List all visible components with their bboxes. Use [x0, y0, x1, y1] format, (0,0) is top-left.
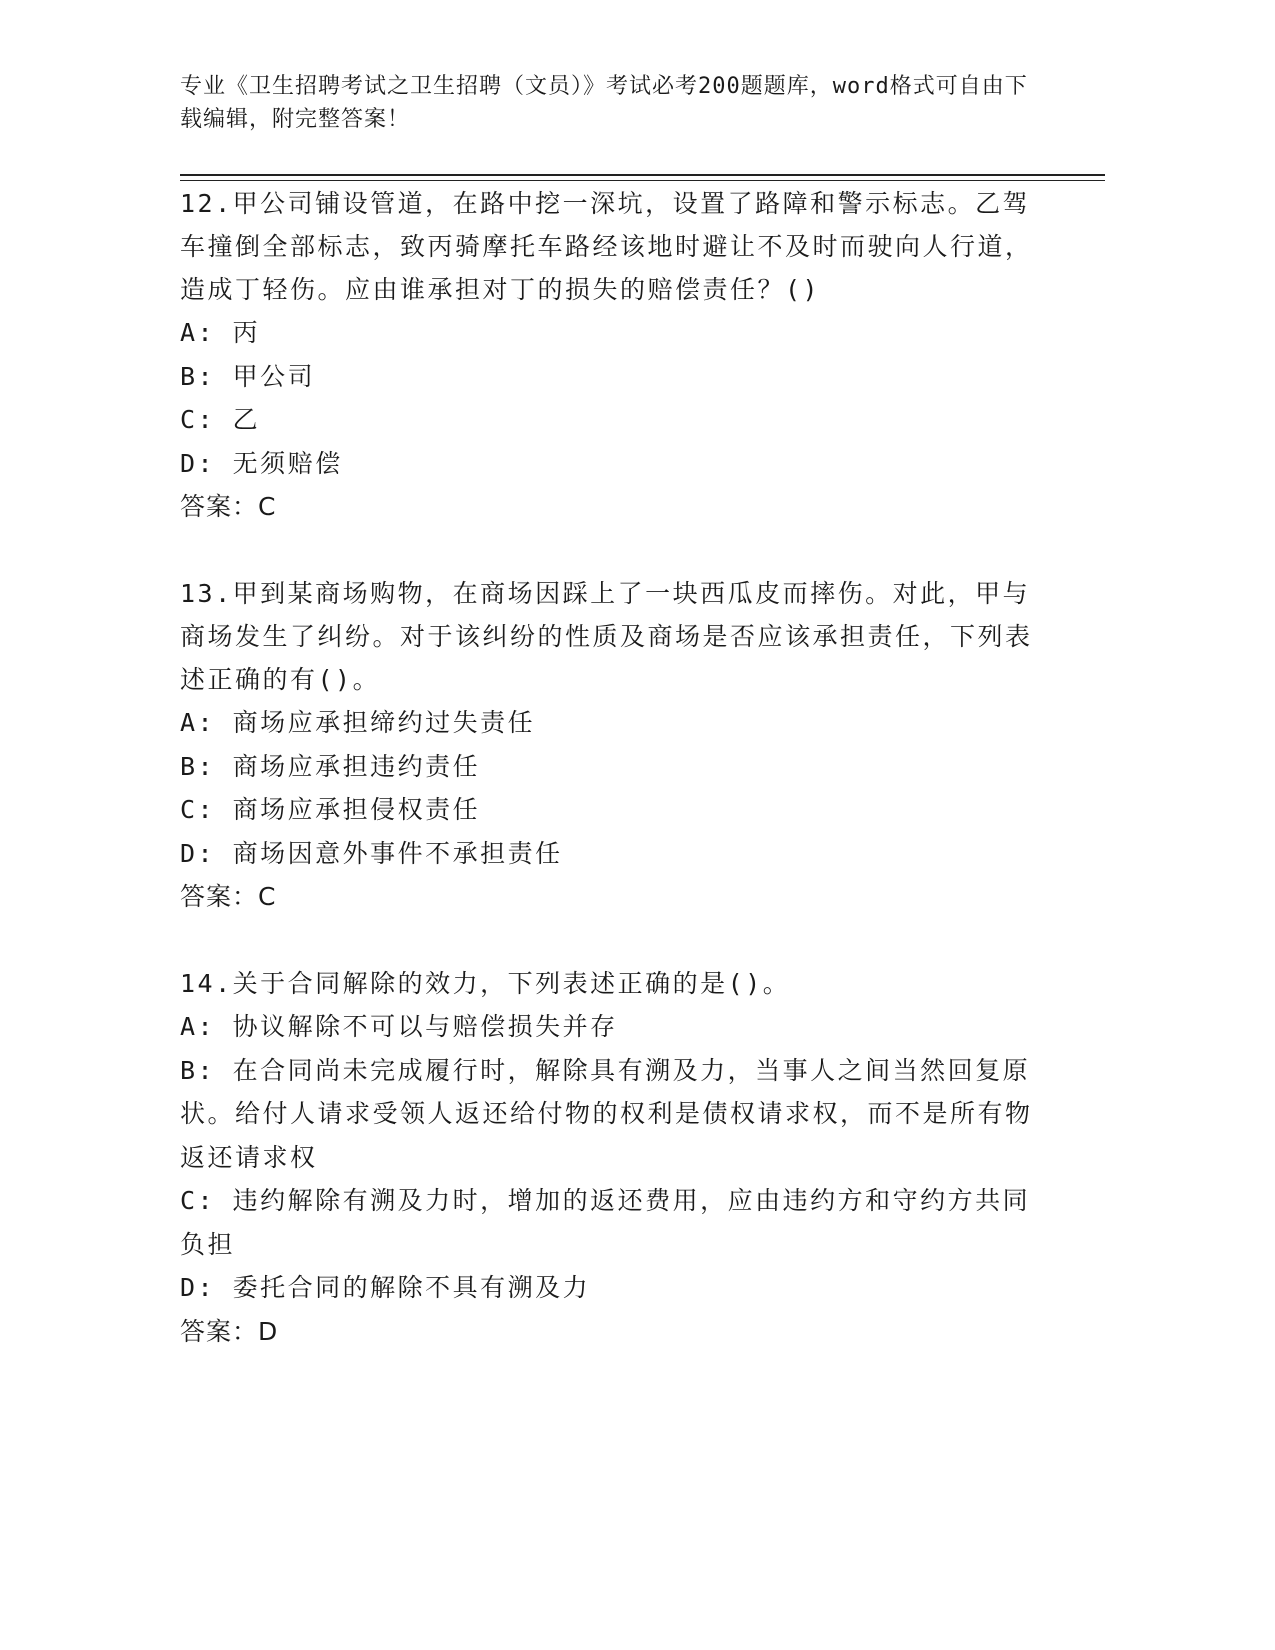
option-d: D: 无须赔偿: [180, 448, 343, 478]
answer: 答案：C: [180, 882, 277, 911]
option-b: B: 在合同尚未完成履行时，解除具有溯及力，当事人之间当然回复原状。给付人请求受领人返还给付物的权利是债权请求权，而不是所有物返还请求权: [180, 1055, 1033, 1172]
option-a: A: 协议解除不可以与赔偿损失并存: [180, 1012, 618, 1041]
option-c: C: 商场应承担侵权责任: [180, 795, 481, 824]
option-d: D: 商场因意外事件不承担责任: [180, 838, 563, 868]
header-divider: [180, 174, 1105, 181]
option-b: B: 商场应承担违约责任: [180, 751, 481, 781]
question-12: [180, 182, 1040, 529]
question-stem: 14.关于合同解除的效力，下列表述正确的是()。: [180, 969, 791, 998]
option-b: B: 甲公司: [180, 361, 316, 391]
question-stem: 13.甲到某商场购物，在商场因踩上了一块西瓜皮而摔伤。对此，甲与商场发生了纠纷。对于该纠纷的性质及商场是否应该承担责任，下列表述正确的有()。: [180, 579, 1033, 694]
question-spacer: [180, 919, 1040, 962]
question-list: [180, 182, 1040, 1354]
option-c: C: 乙: [180, 405, 261, 434]
option-a: A: 丙: [180, 318, 261, 347]
question-stem: 12.甲公司铺设管道，在路中挖一深坑，设置了路障和警示标志。乙驾车撞倒全部标志，致丙骑摩托车路经该地时避让不及时而驶向人行道，造成丁轻伤。应由谁承担对丁的损失的赔偿责任？(): [180, 189, 1033, 304]
question-spacer: [180, 529, 1040, 572]
option-a: A: 商场应承担缔约过失责任: [180, 708, 536, 737]
option-c: C: 违约解除有溯及力时，增加的返还费用，应由违约方和守约方共同负担: [180, 1186, 1031, 1259]
answer: 答案：C: [180, 492, 277, 521]
question-13: [180, 572, 1040, 919]
answer: 答案：D: [180, 1316, 279, 1346]
option-d: D: 委托合同的解除不具有溯及力: [180, 1273, 591, 1302]
page-header: 专业《卫生招聘考试之卫生招聘（文员）》考试必考200题题库，word格式可自由下载编辑，附完整答案！: [180, 74, 1028, 132]
question-14: [180, 962, 1040, 1354]
